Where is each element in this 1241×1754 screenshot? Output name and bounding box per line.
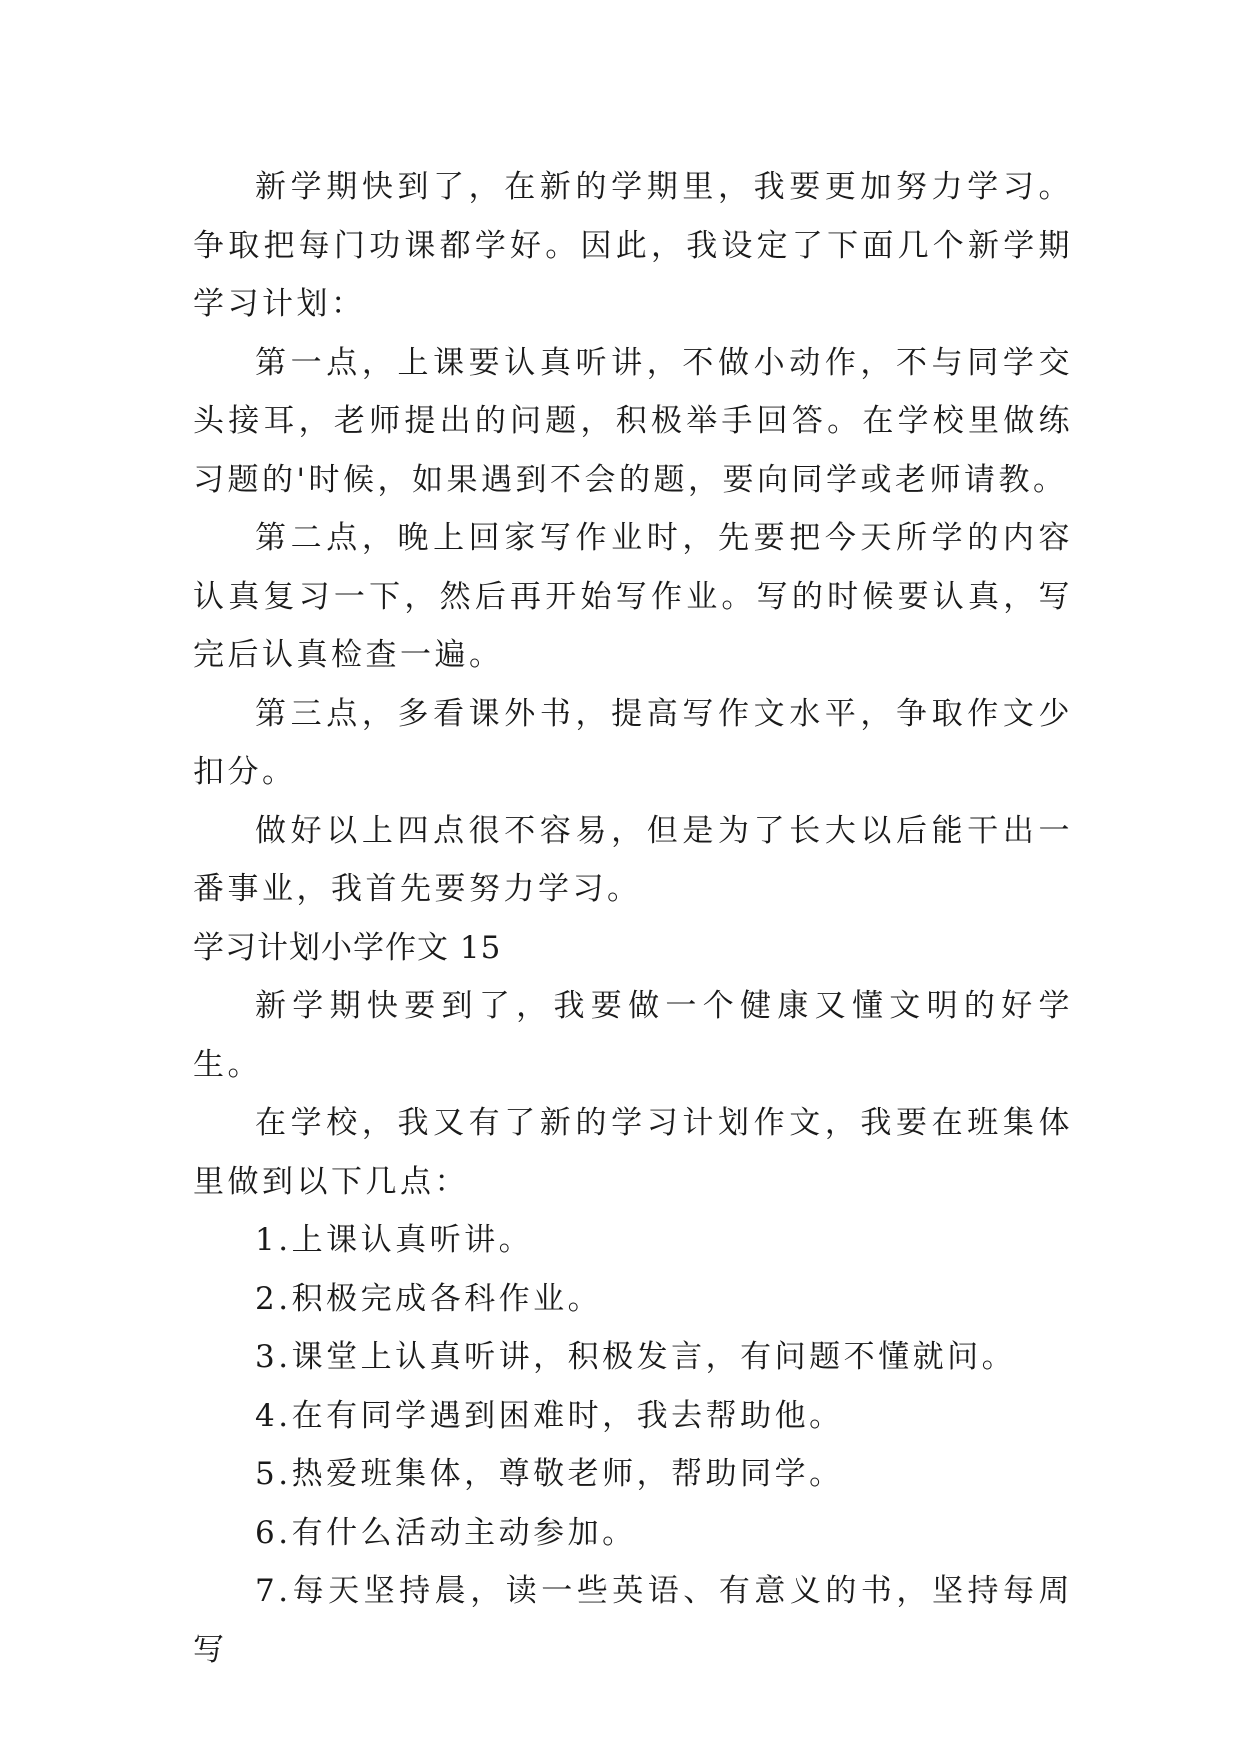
list-item: 3.课堂上认真听讲，积极发言，有问题不懂就问。	[255, 1339, 1017, 1375]
document-body	[193, 158, 1073, 1679]
list-item: 5.热爱班集体，尊敬老师，帮助同学。	[255, 1456, 844, 1492]
paragraph: 新学期快要到了，我要做一个健康又懂文明的好学生。	[193, 988, 1073, 1083]
list-item: 6.有什么活动主动参加。	[255, 1514, 637, 1551]
list-item: 1.上课认真听讲。	[255, 1222, 534, 1258]
paragraph: 做好以上四点很不容易，但是为了长大以后能干出一番事业，我首先要努力学习。	[193, 812, 1073, 907]
paragraph: 第一点，上课要认真听讲，不做小动作，不与同学交头接耳，老师提出的问题，积极举手回答。在学校里做练习题的'时候，如果遇到不会的题，要向同学或老师请教。	[193, 344, 1073, 498]
paragraph: 第二点，晚上回家写作业时，先要把今天所学的内容认真复习一下，然后再开始写作业。写的时候要认真，写完后认真检查一遍。	[193, 520, 1073, 673]
paragraph: 第三点，多看课外书，提高写作文水平，争取作文少扣分。	[193, 695, 1073, 790]
paragraph: 新学期快到了，在新的学期里，我要更加努力学习。争取把每门功课都学好。因此，我设定了下面几个新学期学习计划：	[193, 169, 1073, 322]
list-item: 4.在有同学遇到困难时，我去帮助他。	[255, 1397, 844, 1434]
list-item: 7.每天坚持晨，读一些英语、有意义的书，坚持每周写	[193, 1573, 1073, 1668]
list-item: 2.积极完成各科作业。	[255, 1280, 603, 1317]
paragraph: 在学校，我又有了新的学习计划作文，我要在班集体里做到以下几点：	[193, 1105, 1073, 1200]
section-heading: 学习计划小学作文 15	[193, 929, 502, 966]
